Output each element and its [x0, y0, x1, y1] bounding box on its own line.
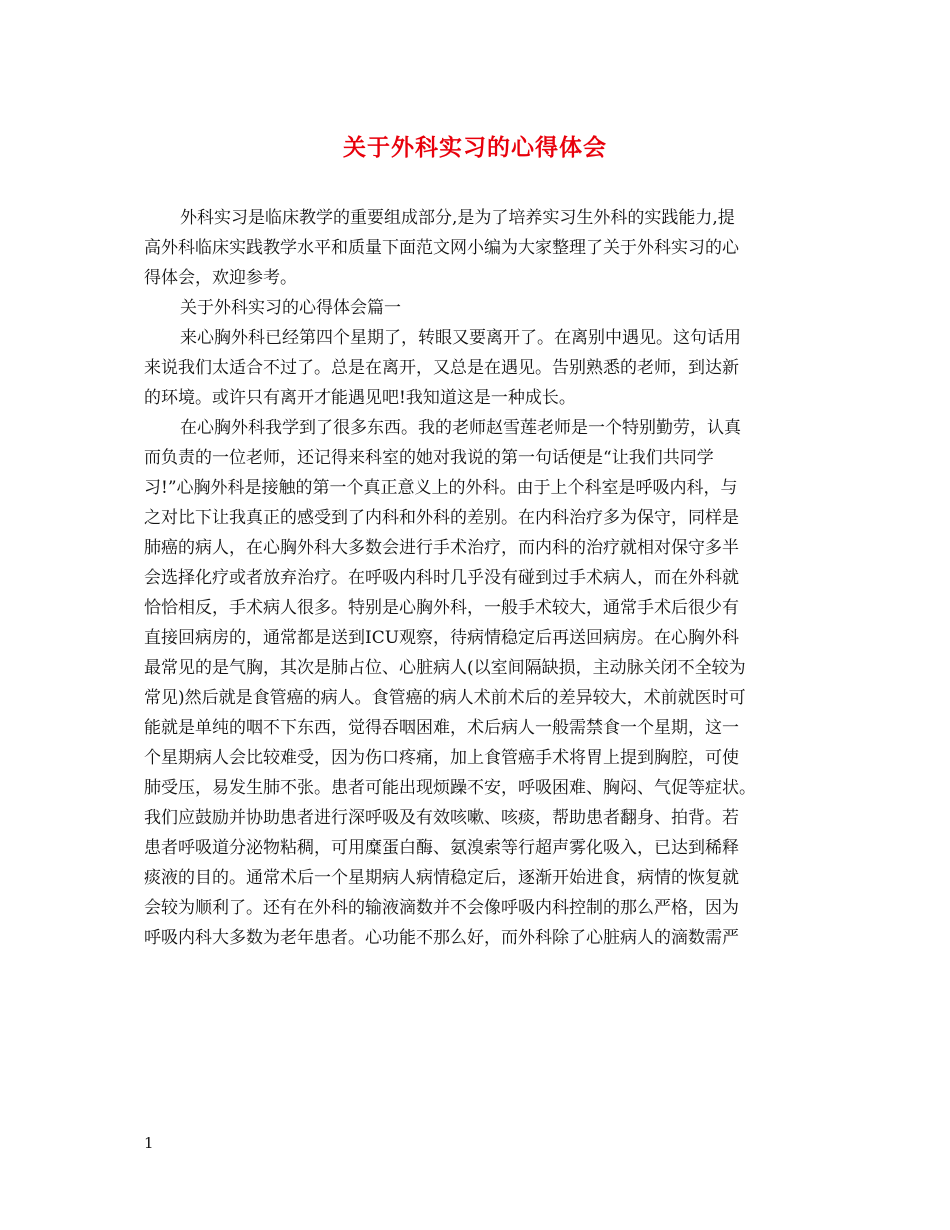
paragraph-line: 肺癌的病人，在心胸外科大多数会进行手术治疗，而内科的治疗就相对保守多半: [144, 538, 739, 558]
paragraph-line: 而负责的一位老师，还记得来科室的她对我说的第一句话便是“让我们共同学: [144, 448, 714, 468]
paragraph-line: 会较为顺利了。还有在外科的输液滴数并不会像呼吸内科控制的那么严格，因为: [144, 898, 739, 918]
paragraph-line: 的环境。或许只有离开才能遇见吧!我知道这是一种成长。: [144, 388, 576, 408]
paragraph-line: 得体会，欢迎参考。: [144, 268, 297, 288]
paragraph-line: 个星期病人会比较难受，因为伤口疼痛，加上食管癌手术将胃上提到胸腔，可使: [144, 748, 739, 768]
paragraph-line: 能就是单纯的咽不下东西，觉得吞咽困难，术后病人一般需禁食一个星期，这一: [144, 718, 739, 738]
paragraph-line: 之对比下让我真正的感受到了内科和外科的差别。在内科治疗多为保守，同样是: [144, 508, 739, 528]
paragraph-line: 我们应鼓励并协助患者进行深呼吸及有效咳嗽、咳痰，帮助患者翻身、拍背。若: [144, 808, 739, 828]
paragraph-line: 最常见的是气胸，其次是肺占位、心脏病人(以室间隔缺损，主动脉关闭不全较为: [144, 658, 746, 678]
paragraph-line: 直接回病房的，通常都是送到ICU观察，待病情稳定后再送回病房。在心胸外科: [144, 628, 740, 648]
paragraph-line: 在心胸外科我学到了很多东西。我的老师赵雪莲老师是一个特别勤劳，认真: [180, 418, 741, 438]
document-body: [144, 203, 828, 953]
document-title: 关于外科实习的心得体会: [343, 134, 607, 161]
paragraph-line: 高外科临床实践教学水平和质量下面范文网小编为大家整理了关于外科实习的心: [144, 238, 739, 258]
page-number: 1: [144, 1134, 154, 1152]
paragraph-line: 习!”心胸外科是接触的第一个真正意义上的外科。由于上个科室是呼吸内科，与: [144, 478, 738, 498]
paragraph-line: 肺受压，易发生肺不张。患者可能出现烦躁不安，呼吸困难、胸闷、气促等症状。: [144, 778, 756, 798]
section-heading: 关于外科实习的心得体会篇一: [180, 298, 401, 318]
paragraph-line: 呼吸内科大多数为老年患者。心功能不那么好，而外科除了心脏病人的滴数需严: [144, 928, 739, 948]
paragraph-line: 外科实习是临床教学的重要组成部分,是为了培养实习生外科的实践能力,提: [180, 208, 735, 228]
paragraph-line: 常见)然后就是食管癌的病人。食管癌的病人术前术后的差异较大，术前就医时可: [144, 688, 746, 708]
paragraph-line: 恰恰相反，手术病人很多。特别是心胸外科，一般手术较大，通常手术后很少有: [144, 598, 739, 618]
paragraph-line: 痰液的目的。通常术后一个星期病人病情稳定后，逐渐开始进食，病情的恢复就: [144, 868, 739, 888]
paragraph-line: 患者呼吸道分泌物粘稠，可用糜蛋白酶、氨溴索等行超声雾化吸入，已达到稀释: [144, 838, 739, 858]
paragraph-line: 来说我们太适合不过了。总是在离开，又总是在遇见。告别熟悉的老师，到达新: [144, 358, 739, 378]
paragraph-line: 会选择化疗或者放弃治疗。在呼吸内科时几乎没有碰到过手术病人，而在外科就: [144, 568, 739, 588]
paragraph-line: 来心胸外科已经第四个星期了，转眼又要离开了。在离别中遇见。这句话用: [180, 328, 741, 348]
